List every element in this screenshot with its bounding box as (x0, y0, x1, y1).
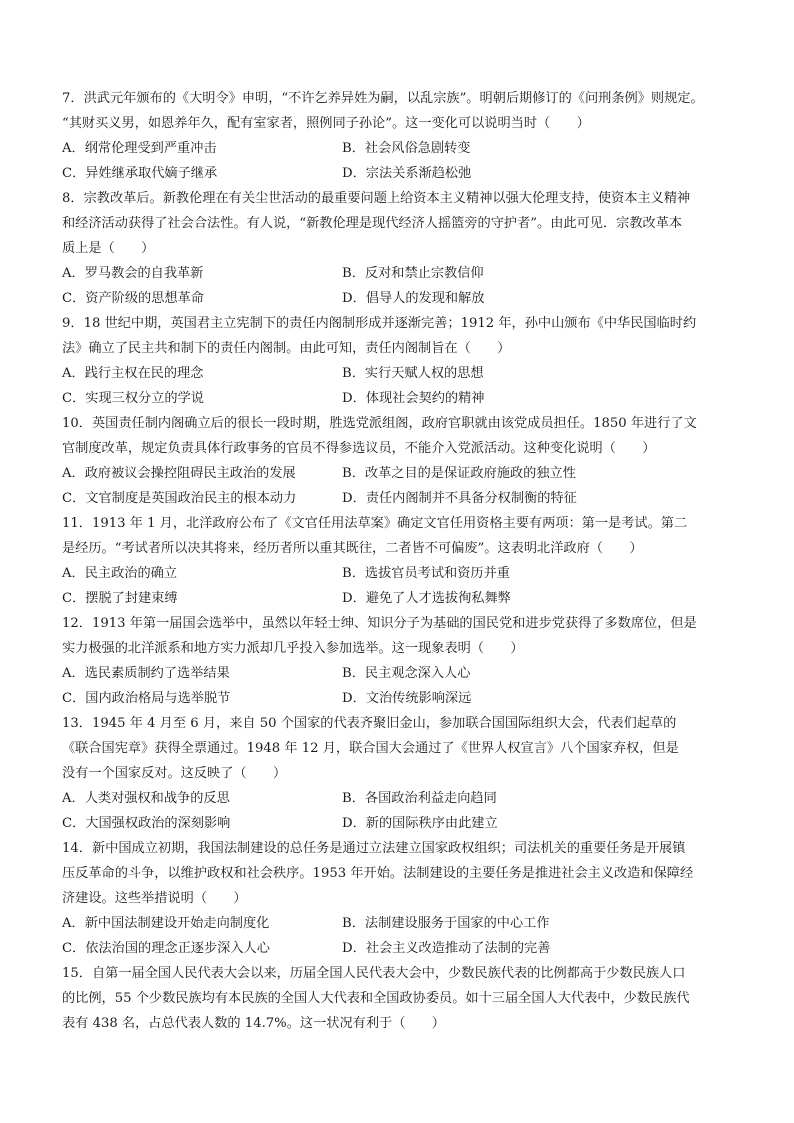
answer-option: C．异姓继承取代嫡子继承 (62, 166, 218, 181)
answer-option: B．各国政治利益走向趋同 (342, 791, 497, 806)
question-block (62, 961, 734, 1036)
question-text-line: 表有 438 名，占总代表人数的 14.7%。这一状况有利于（ ） (62, 1016, 445, 1031)
answer-options (62, 136, 734, 186)
answer-option: D．新的国际秩序由此建立 (342, 816, 498, 831)
answer-option: C．文官制度是英国政治民主的根本动力 (62, 491, 297, 506)
answer-option: B．反对和禁止宗教信仰 (342, 266, 484, 281)
question-text-line: 的比例，55 个少数民族均有本民族的全国人大代表和全国政协委员。如十三届全国人大代表中，少数民族代 (62, 991, 690, 1006)
answer-option: C．实现三权分立的学说 (62, 391, 204, 406)
answer-options (62, 561, 734, 611)
answer-option: A．选民素质制约了选举结果 (62, 666, 230, 681)
question-text-line: 和经济活动获得了社会合法性。有人说，“新教伦理是现代经济人摇篮旁的守护者”。由此可见．宗教改革本 (62, 216, 683, 231)
answer-option: B．选拔官员考试和资历并重 (342, 566, 510, 581)
answer-option: A．纲常伦理受到严重冲击 (62, 141, 217, 156)
question-text-line: 实力极强的北洋派系和地方实力派却几乎投入参加选举。这一现象表明（ ） (62, 641, 524, 656)
question-block (62, 411, 734, 511)
answer-option: D．避免了人才选拔徇私舞弊 (342, 591, 511, 606)
answer-option: A．政府被议会操控阻碍民主政治的发展 (62, 466, 296, 481)
answer-option: B．改革之目的是保证政府施政的独立性 (342, 466, 576, 481)
answer-option: A．新中国法制建设开始走向制度化 (62, 916, 270, 931)
question-text-line: 7．洪武元年颁布的《大明令》申明，“不许乞养异姓为嗣，以乱宗族”。明朝后期修订的《问刑条例》则规定。 (62, 91, 704, 106)
question-block (62, 186, 734, 311)
question-text-line: “其财买义男，如恩养年久，配有室家者，照例同子孙论”。这一变化可以说明当时（ ） (62, 116, 590, 131)
answer-option: B．实行天赋人权的思想 (342, 366, 484, 381)
question-text-line: 14．新中国成立初期，我国法制建设的总任务是通过立法建立国家政权组织；司法机关的重要任务是开展镇 (62, 841, 686, 856)
question-text-line: 10．英国责任制内阁确立后的很长一段时期，胜选党派组阁，政府官职就由该党成员担任。1850 年进行了文 (62, 416, 697, 431)
answer-option: A．人类对强权和战争的反思 (62, 791, 230, 806)
answer-option: D．倡导人的发现和解放 (342, 291, 485, 306)
question-text-line: 8．宗教改革后。新教伦理在有关尘世活动的最重要问题上给资本主义精神以强大伦理支持，使资本主义精神 (62, 191, 691, 206)
question-block (62, 836, 734, 961)
answer-options (62, 911, 734, 961)
question-text-line: 13．1945 年 4 月至 6 月，来自 50 个国家的代表齐聚旧金山，参加联合国国际组织大会，代表们起草的 (62, 716, 677, 731)
question-text-line: 12．1913 年第一届国会选举中，虽然以年轻士绅、知识分子为基础的国民党和进步党获得了多数席位，但是 (62, 616, 697, 631)
answer-option: A．罗马教会的自我革新 (62, 266, 204, 281)
answer-option: C．资产阶级的思想革命 (62, 291, 204, 306)
question-text-line: 9．18 世纪中期，英国君主立宪制下的责任内阁制形成并逐渐完善；1912 年，孙中山颁布《中华民国临时约 (62, 316, 697, 331)
answer-option: D．宗法关系渐趋松弛 (342, 166, 472, 181)
question-text-line: 压反革命的斗争，以维护政权和社会秩序。1953 年开始。法制建设的主要任务是推进社会主义改造和保障经 (62, 866, 694, 881)
answer-options (62, 461, 734, 511)
question-block (62, 711, 734, 836)
question-block (62, 511, 734, 611)
answer-option: D．文治传统影响深远 (342, 691, 472, 706)
exam-page (62, 86, 734, 1036)
answer-option: A．民主政治的确立 (62, 566, 178, 581)
answer-option: C．依法治国的理念正逐步深入人心 (62, 941, 270, 956)
answer-options (62, 661, 734, 711)
question-block (62, 311, 734, 411)
answer-option: B．社会风俗急剧转变 (342, 141, 471, 156)
answer-option: C．国内政治格局与选举脱节 (62, 691, 231, 706)
question-text-line: 法》确立了民主共和制下的责任内阁制。由此可知，责任内阁制旨在（ ） (62, 341, 511, 356)
question-text-line: 济建设。这些举措说明（ ） (62, 891, 247, 906)
answer-options (62, 361, 734, 411)
question-text-line: 官制度改革，规定负责具体行政事务的官员不得参选议员，不能介入党派活动。这种变化说明（ ） (62, 441, 656, 456)
question-text-line: 《联合国宪章》获得全票通过。1948 年 12 月，联合国大会通过了《世界人权宣言》八个国家弃权，但是 (62, 741, 679, 756)
question-text-line: 11．1913 年 1 月，北洋政府公布了《文官任用法草案》确定文官任用资格主要有两项：第一是考试。第二 (62, 516, 688, 531)
answer-option: B．民主观念深入人心 (342, 666, 471, 681)
question-text-line: 15．自第一届全国人民代表大会以来，历届全国人民代表大会中，少数民族代表的比例都高于少数民族人口 (62, 966, 686, 981)
question-block (62, 86, 734, 186)
answer-option: D．责任内阁制并不具备分权制衡的特征 (342, 491, 577, 506)
answer-option: D．社会主义改造推动了法制的完善 (342, 941, 551, 956)
answer-option: C．摆脱了封建束缚 (62, 591, 178, 606)
question-text-line: 是经历。“考试者所以决其将来，经历者所以重其既往，二者皆不可偏废”。这表明北洋政府（ ） (62, 541, 643, 556)
question-text-line: 质上是（ ） (62, 241, 155, 256)
question-text-line: 没有一个国家反对。这反映了（ ） (62, 766, 287, 781)
answer-option: C．大国强权政治的深刻影响 (62, 816, 231, 831)
answer-option: B．法制建设服务于国家的中心工作 (342, 916, 550, 931)
answer-option: D．体现社会契约的精神 (342, 391, 485, 406)
answer-option: A．践行主权在民的理念 (62, 366, 204, 381)
answer-options (62, 261, 734, 311)
question-block (62, 611, 734, 711)
answer-options (62, 786, 734, 836)
